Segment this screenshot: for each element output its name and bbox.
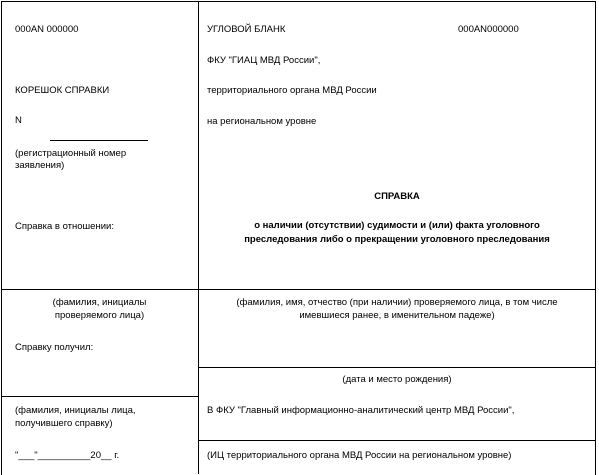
main-top-section-divider <box>198 289 596 290</box>
main-org-line1: ФКУ "ГИАЦ МВД России", <box>207 55 321 66</box>
main-fullname-note-line2: имевшиеся ранее, в именительном падеже) <box>299 310 495 321</box>
stub-number-label: N <box>15 115 22 126</box>
main-corner-stamp: УГЛОВОЙ БЛАНК <box>207 24 286 35</box>
main-addressed-to: В ФКУ "Главный информационно-аналитический центр МВД России", <box>207 405 515 416</box>
stub-top-section-divider <box>1 289 198 290</box>
stub-name-note-line1: (фамилия, инициалы <box>52 297 147 308</box>
stub-title: КОРЕШОК СПРАВКИ <box>15 85 110 96</box>
main-series-number: 000AN000000 <box>458 24 519 35</box>
stub-regarding-label: Справка в отношении: <box>15 221 114 232</box>
stub-receiver-note-line1: (фамилия, инициалы лица, <box>15 405 136 416</box>
stub-name-note-line2: проверяемого лица) <box>54 310 145 321</box>
main-birth-note: (дата и место рождения) <box>342 374 452 385</box>
main-fullname-note-line1: (фамилия, имя, отчество (при наличии) проверяемого лица, в том числе <box>236 297 558 308</box>
main-subtitle-line1: о наличии (отсутствии) судимости и (или) факта уголовного <box>254 220 540 231</box>
main-name-section-divider <box>198 367 596 368</box>
main-ic-section-divider <box>198 440 596 441</box>
stub-date-line: "___"__________20__ г. <box>15 450 120 461</box>
registration-number-line <box>50 140 148 141</box>
stub-middle-section-divider <box>1 396 198 397</box>
main-org-line3: на региональном уровне <box>207 116 317 127</box>
main-ic-note: (ИЦ территориального органа МВД России на региональном уровне) <box>207 450 512 461</box>
stub-reg-note-line2: заявления) <box>15 160 65 171</box>
main-org-line2: территориального органа МВД России <box>207 85 377 96</box>
stub-receiver-note-line2: получившего справку) <box>15 418 113 429</box>
stub-received-label: Справку получил: <box>15 342 94 353</box>
stub-series-number: 000AN 000000 <box>15 24 79 35</box>
main-doc-title: СПРАВКА <box>374 191 420 202</box>
main-subtitle-line2: преследования либо о прекращении уголовного преследования <box>244 234 550 245</box>
stub-reg-note-line1: (регистрационный номер <box>15 148 127 159</box>
